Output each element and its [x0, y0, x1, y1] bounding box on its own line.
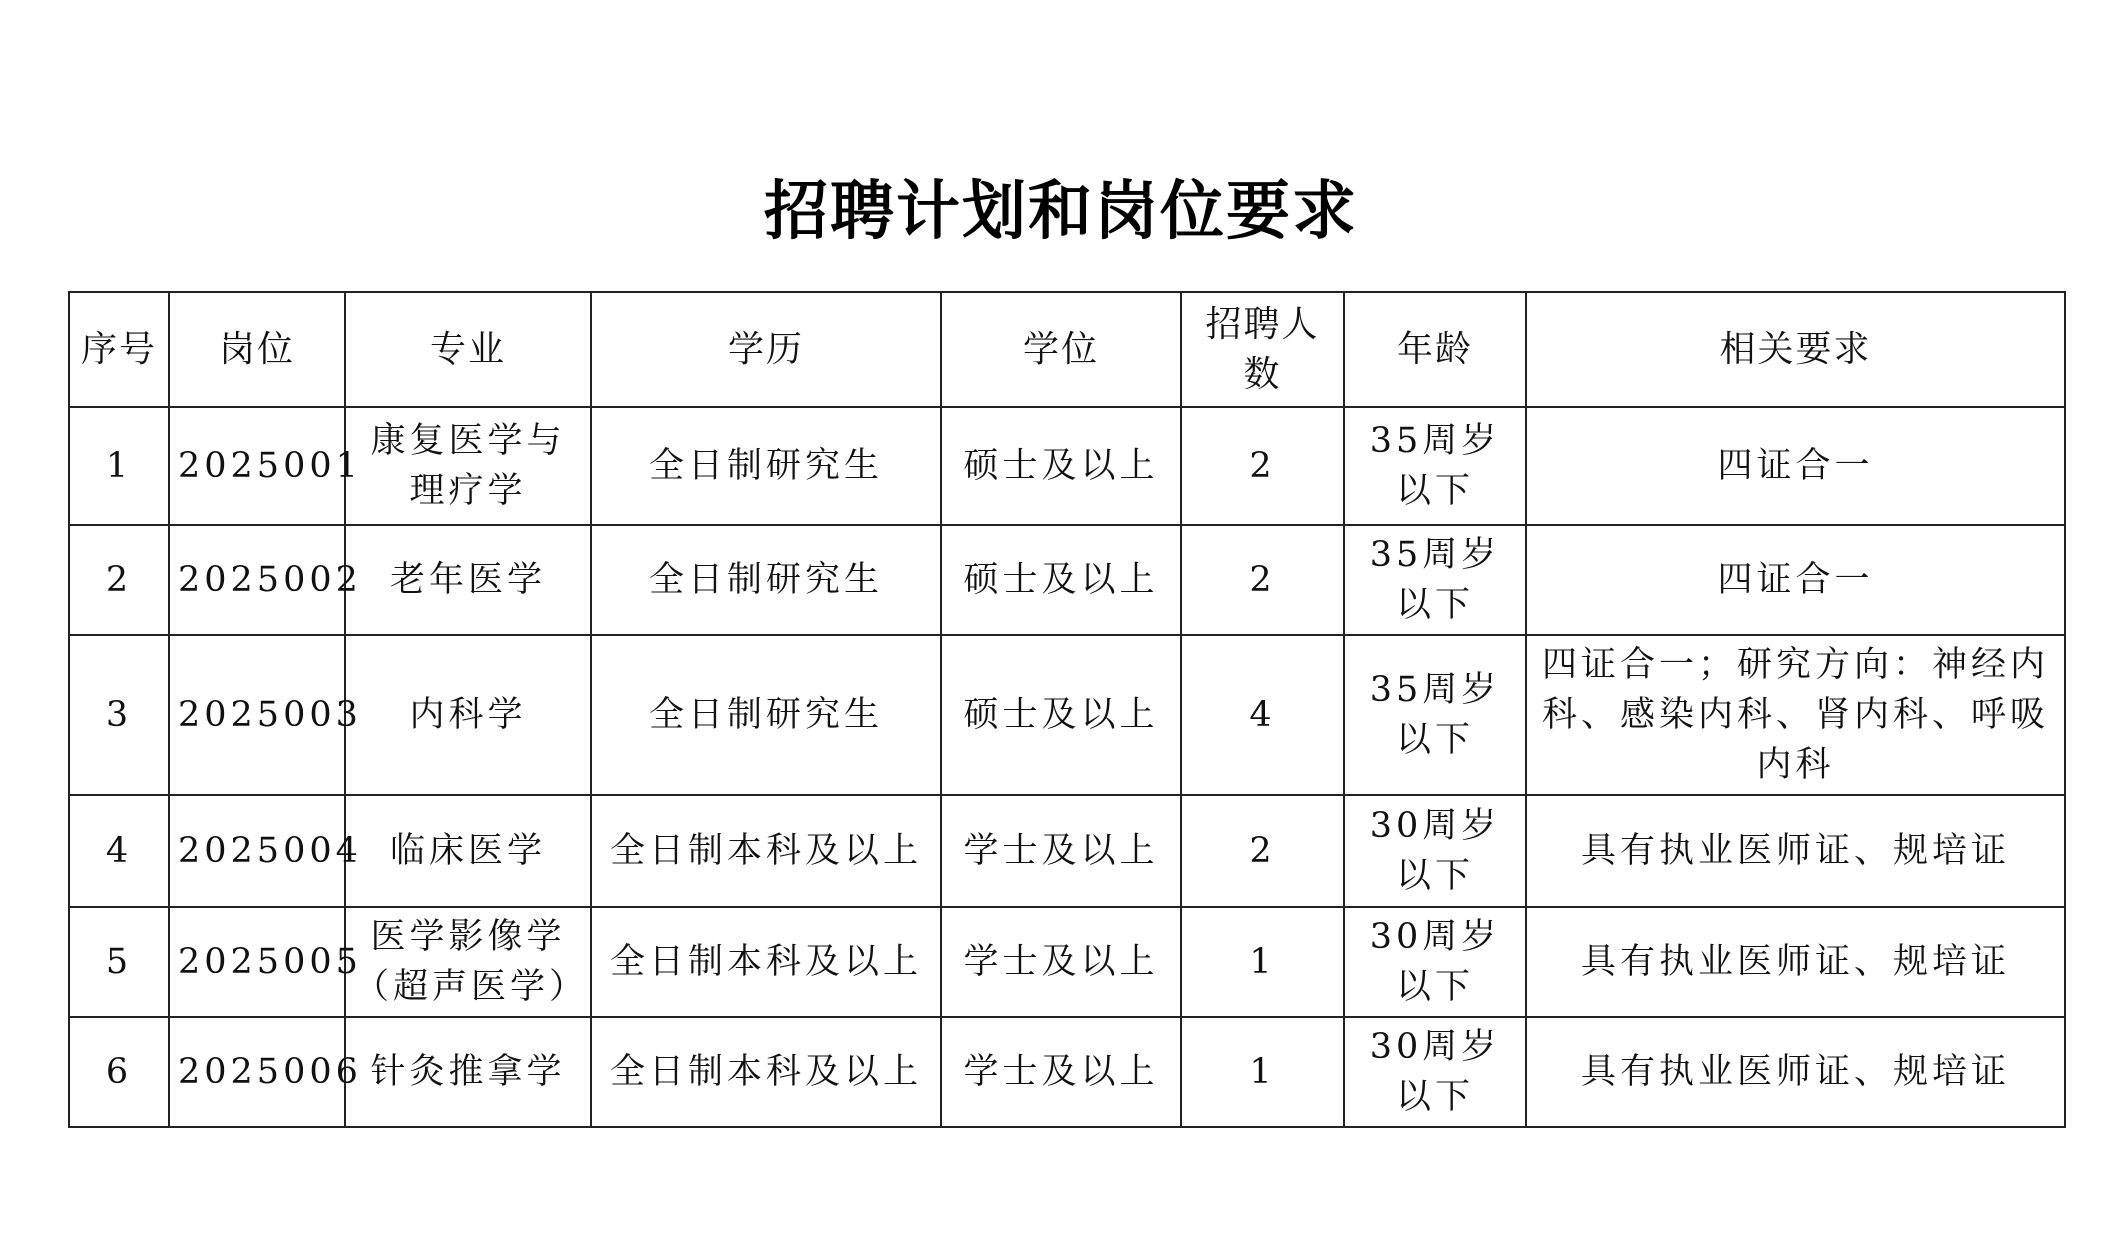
cell-major: 临床医学: [345, 795, 591, 907]
cell-no: 2: [69, 525, 169, 635]
cell-count: 1: [1181, 907, 1344, 1017]
cell-post: 2025004: [169, 795, 345, 907]
cell-major: 内科学: [345, 635, 591, 795]
cell-count: 2: [1181, 795, 1344, 907]
cell-major: 康复医学与理疗学: [345, 407, 591, 525]
cell-post: 2025003: [169, 635, 345, 795]
table-header-row: [69, 292, 2065, 407]
cell-degree: 学士及以上: [941, 1017, 1181, 1127]
header-education: 学历: [591, 292, 941, 407]
cell-major: 老年医学: [345, 525, 591, 635]
table-row: [69, 795, 2065, 907]
header-no: 序号: [69, 292, 169, 407]
cell-age: 35周岁以下: [1344, 525, 1526, 635]
table-row: [69, 1017, 2065, 1127]
cell-degree: 学士及以上: [941, 907, 1181, 1017]
cell-requirement: 具有执业医师证、规培证: [1526, 795, 2065, 907]
cell-major: 医学影像学（超声医学）: [345, 907, 591, 1017]
cell-no: 4: [69, 795, 169, 907]
cell-count: 1: [1181, 1017, 1344, 1127]
header-post: 岗位: [169, 292, 345, 407]
cell-education: 全日制研究生: [591, 525, 941, 635]
page-title: 招聘计划和岗位要求: [764, 175, 1358, 249]
cell-requirement: 具有执业医师证、规培证: [1526, 1017, 2065, 1127]
table-row: [69, 907, 2065, 1017]
cell-post: 2025001: [169, 407, 345, 525]
cell-age: 35周岁以下: [1344, 407, 1526, 525]
table-row: [69, 635, 2065, 795]
cell-requirement: 四证合一: [1526, 525, 2065, 635]
cell-post: 2025005: [169, 907, 345, 1017]
cell-no: 6: [69, 1017, 169, 1127]
cell-requirement: 具有执业医师证、规培证: [1526, 907, 2065, 1017]
cell-requirement: 四证合一；研究方向：神经内科、感染内科、肾内科、呼吸内科: [1526, 635, 2065, 795]
cell-degree: 学士及以上: [941, 795, 1181, 907]
cell-no: 5: [69, 907, 169, 1017]
cell-major: 针灸推拿学: [345, 1017, 591, 1127]
cell-age: 35周岁以下: [1344, 635, 1526, 795]
cell-degree: 硕士及以上: [941, 525, 1181, 635]
cell-count: 2: [1181, 407, 1344, 525]
cell-no: 3: [69, 635, 169, 795]
cell-degree: 硕士及以上: [941, 635, 1181, 795]
header-major: 专业: [345, 292, 591, 407]
cell-education: 全日制本科及以上: [591, 795, 941, 907]
cell-age: 30周岁以下: [1344, 795, 1526, 907]
cell-degree: 硕士及以上: [941, 407, 1181, 525]
cell-age: 30周岁以下: [1344, 1017, 1526, 1127]
cell-count: 2: [1181, 525, 1344, 635]
cell-education: 全日制研究生: [591, 407, 941, 525]
cell-post: 2025002: [169, 525, 345, 635]
cell-count: 4: [1181, 635, 1344, 795]
cell-education: 全日制本科及以上: [591, 907, 941, 1017]
cell-age: 30周岁以下: [1344, 907, 1526, 1017]
cell-requirement: 四证合一: [1526, 407, 2065, 525]
header-age: 年龄: [1344, 292, 1526, 407]
header-count: 招聘人数: [1181, 292, 1344, 407]
cell-education: 全日制本科及以上: [591, 1017, 941, 1127]
recruitment-table: [68, 291, 2066, 1128]
cell-post: 2025006: [169, 1017, 345, 1127]
header-degree: 学位: [941, 292, 1181, 407]
cell-no: 1: [69, 407, 169, 525]
table-row: [69, 407, 2065, 525]
header-requirement: 相关要求: [1526, 292, 2065, 407]
cell-education: 全日制研究生: [591, 635, 941, 795]
table-row: [69, 525, 2065, 635]
